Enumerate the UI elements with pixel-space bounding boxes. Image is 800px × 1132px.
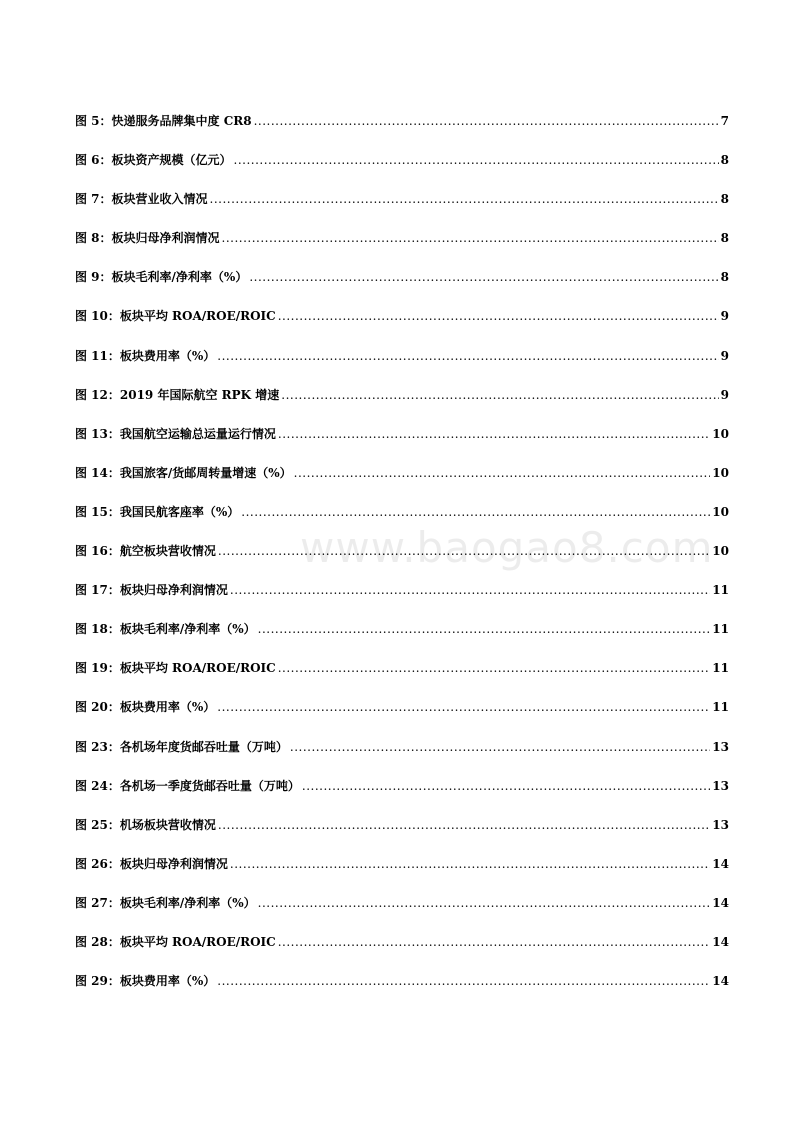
toc-entry[interactable] (75, 738, 729, 777)
toc-entry[interactable] (75, 347, 729, 386)
toc-entry-title: 图 12：2019 年国际航空 RPK 增速 (75, 387, 280, 402)
dot-leader (230, 857, 710, 871)
toc-entry[interactable] (75, 542, 729, 581)
dot-leader (278, 935, 711, 949)
toc-entry-page: 11 (712, 661, 729, 676)
toc-entry-title: 图 23：各机场年度货邮吞吐量（万吨） (75, 739, 288, 754)
toc-entry-title: 图 20：板块费用率（%） (75, 700, 216, 715)
dot-leader (241, 505, 710, 519)
toc-entry[interactable] (75, 933, 729, 972)
toc-entry-page: 10 (712, 504, 729, 519)
toc-entry[interactable] (75, 151, 729, 190)
toc-entry-title: 图 5：快递服务品牌集中度 CR8 (75, 114, 252, 128)
dot-leader (278, 427, 710, 441)
toc-entry-title: 图 7：板块营业收入情况 (75, 192, 208, 207)
toc-entry-title: 图 24：各机场一季度货邮吞吐量（万吨） (75, 778, 300, 793)
toc-entry-page: 8 (720, 153, 729, 168)
toc-entry-title: 图 29：板块费用率（%） (75, 974, 216, 989)
dot-leader (249, 270, 718, 284)
toc-entry-title: 图 13：我国航空运输总运量运行情况 (75, 426, 276, 441)
toc-entry-page: 13 (712, 817, 729, 832)
toc-entry-title: 图 25：机场板块营收情况 (75, 817, 216, 832)
toc-entry-page: 13 (712, 739, 729, 754)
toc-entry[interactable] (75, 855, 729, 894)
toc-entry[interactable] (75, 229, 729, 268)
toc-entry-title: 图 28：板块平均 ROA/ROE/ROIC (75, 934, 276, 949)
table-of-figures (75, 112, 729, 1011)
toc-entry-title: 图 6：板块资产规模（亿元） (75, 153, 232, 168)
dot-leader (278, 661, 711, 675)
toc-entry[interactable] (75, 972, 729, 1011)
dot-leader (254, 114, 719, 128)
toc-entry[interactable] (75, 816, 729, 855)
toc-entry-title: 图 17：板块归母净利润情况 (75, 583, 228, 598)
toc-entry-page: 11 (712, 700, 729, 715)
toc-entry-page: 8 (720, 231, 729, 246)
dot-leader (281, 388, 718, 402)
toc-entry-page: 9 (720, 309, 729, 324)
toc-entry-title: 图 26：板块归母净利润情况 (75, 856, 228, 871)
toc-entry[interactable] (75, 581, 729, 620)
toc-entry-page: 11 (712, 583, 729, 598)
dot-leader (218, 818, 710, 832)
dot-leader (294, 466, 711, 480)
toc-entry[interactable] (75, 268, 729, 307)
toc-entry-page: 14 (712, 934, 729, 949)
toc-entry[interactable] (75, 307, 729, 346)
toc-entry-page: 9 (720, 387, 729, 402)
toc-entry-page: 7 (720, 114, 729, 128)
dot-leader (217, 974, 710, 988)
toc-entry[interactable] (75, 777, 729, 816)
dot-leader (302, 779, 710, 793)
toc-entry-title: 图 8：板块归母净利润情况 (75, 231, 220, 246)
dot-leader (217, 349, 718, 363)
toc-entry-page: 10 (712, 465, 729, 480)
toc-entry-page: 11 (712, 622, 729, 637)
toc-entry[interactable] (75, 620, 729, 659)
toc-entry[interactable] (75, 190, 729, 229)
toc-entry[interactable] (75, 659, 729, 698)
toc-entry-title: 图 9：板块毛利率/净利率（%） (75, 270, 248, 285)
toc-entry[interactable] (75, 698, 729, 737)
toc-entry-title: 图 27：板块毛利率/净利率（%） (75, 895, 256, 910)
toc-entry-title: 图 18：板块毛利率/净利率（%） (75, 622, 256, 637)
dot-leader (258, 622, 711, 636)
toc-entry-page: 14 (712, 895, 729, 910)
dot-leader (230, 583, 710, 597)
toc-entry-page: 14 (712, 856, 729, 871)
toc-entry[interactable] (75, 894, 729, 933)
toc-entry-page: 8 (720, 192, 729, 207)
toc-entry-title: 图 15：我国民航客座率（%） (75, 504, 240, 519)
toc-entry[interactable] (75, 425, 729, 464)
toc-entry[interactable] (75, 464, 729, 503)
dot-leader (217, 700, 710, 714)
dot-leader (222, 231, 719, 245)
dot-leader (290, 740, 710, 754)
toc-entry-title: 图 14：我国旅客/货邮周转量增速（%） (75, 465, 292, 480)
dot-leader (258, 896, 711, 910)
toc-entry-title: 图 16：航空板块营收情况 (75, 544, 216, 559)
toc-entry[interactable] (75, 503, 729, 542)
watermark: www.baogao8.com (300, 523, 714, 572)
toc-entry-page: 8 (720, 270, 729, 285)
toc-entry-title: 图 19：板块平均 ROA/ROE/ROIC (75, 661, 276, 676)
toc-entry-title: 图 11：板块费用率（%） (75, 348, 216, 363)
toc-entry-page: 14 (712, 974, 729, 989)
dot-leader (234, 153, 719, 167)
toc-entry[interactable] (75, 386, 729, 425)
dot-leader (210, 192, 719, 206)
toc-entry-page: 9 (720, 348, 729, 363)
toc-entry-title: 图 10：板块平均 ROA/ROE/ROIC (75, 309, 276, 324)
dot-leader (218, 544, 710, 558)
toc-entry-page: 13 (712, 778, 729, 793)
dot-leader (278, 309, 719, 323)
toc-entry-page: 10 (712, 544, 729, 559)
toc-entry-page: 10 (712, 426, 729, 441)
toc-entry[interactable] (75, 112, 729, 151)
